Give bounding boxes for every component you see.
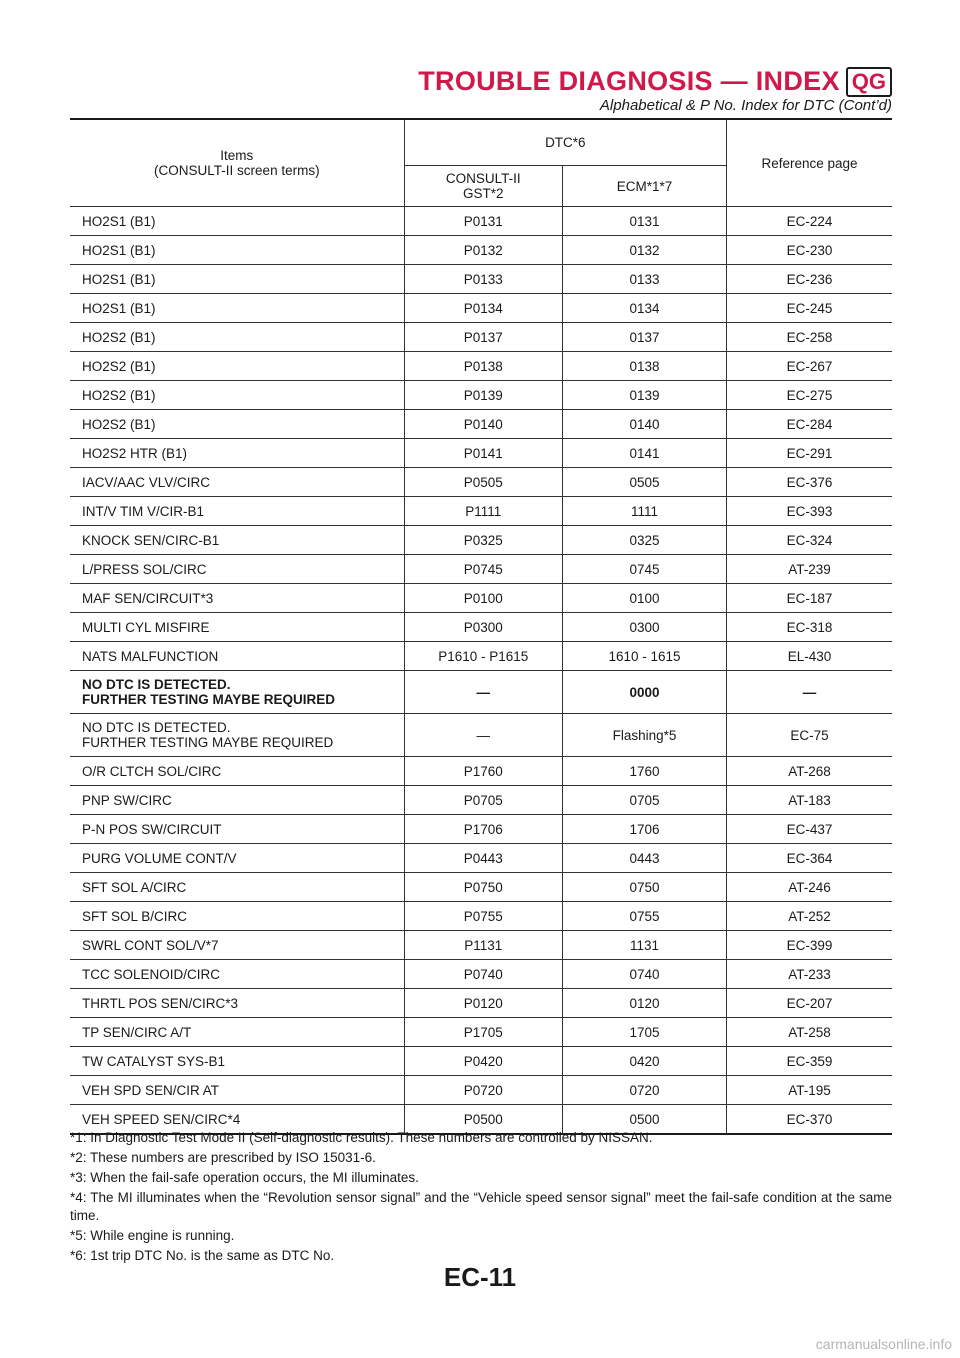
cell-consult-gst: P0131 [404,207,562,236]
table-row [70,671,892,714]
cell-ecm: 0100 [562,584,726,613]
cell-ecm: 0500 [562,1105,726,1134]
cell-item: TP SEN/CIRC A/T [70,1018,404,1047]
cell-reference-page: AT-183 [727,786,892,815]
cell-ecm: 0325 [562,526,726,555]
cell-consult-gst: P1760 [404,757,562,786]
table-row [70,931,892,960]
cell-ecm: 1705 [562,1018,726,1047]
cell-consult-gst: — [404,671,562,714]
cell-consult-gst: — [404,714,562,757]
cell-ecm: 0132 [562,236,726,265]
table-row [70,1018,892,1047]
cell-reference-page: EC-324 [727,526,892,555]
table-row [70,468,892,497]
cell-ecm: 0141 [562,439,726,468]
table-row [70,1047,892,1076]
cell-consult-gst: P0141 [404,439,562,468]
cell-consult-gst: P1705 [404,1018,562,1047]
cell-reference-page: AT-195 [727,1076,892,1105]
cell-ecm: 0720 [562,1076,726,1105]
cell-reference-page: EC-236 [727,265,892,294]
cell-ecm: 0137 [562,323,726,352]
cell-consult-gst: P0300 [404,613,562,642]
cell-consult-gst: P0138 [404,352,562,381]
table-row [70,902,892,931]
cell-consult-gst: P0325 [404,526,562,555]
cell-item: HO2S1 (B1) [70,236,404,265]
cell-consult-gst: P0137 [404,323,562,352]
footnote: *2: These numbers are prescribed by ISO 15031-6. [70,1150,376,1165]
table-row [70,584,892,613]
engine-badge: QG [846,67,892,97]
table-row [70,352,892,381]
cell-reference-page: EC-187 [727,584,892,613]
table-row [70,265,892,294]
table-row [70,1076,892,1105]
header-dtc: DTC*6 [404,120,726,166]
cell-item: SFT SOL B/CIRC [70,902,404,931]
cell-item: MAF SEN/CIRCUIT*3 [70,584,404,613]
cell-item: O/R CLTCH SOL/CIRC [70,757,404,786]
cell-item: NO DTC IS DETECTED. FURTHER TESTING MAYBE REQUIRED [70,671,404,714]
table-row [70,439,892,468]
cell-ecm: 0134 [562,294,726,323]
cell-ecm: 0120 [562,989,726,1018]
cell-item: PNP SW/CIRC [70,786,404,815]
table-body [70,207,892,1134]
cell-item: VEH SPD SEN/CIR AT [70,1076,404,1105]
header-title-row [418,66,892,97]
table-header-row [70,120,892,166]
cell-consult-gst: P0443 [404,844,562,873]
table-row [70,960,892,989]
cell-ecm: 0140 [562,410,726,439]
cell-consult-gst: P0120 [404,989,562,1018]
cell-item: L/PRESS SOL/CIRC [70,555,404,584]
cell-consult-gst: P0720 [404,1076,562,1105]
cell-ecm: 0745 [562,555,726,584]
cell-item: VEH SPEED SEN/CIRC*4 [70,1105,404,1134]
table-row [70,714,892,757]
cell-ecm: 0755 [562,902,726,931]
cell-reference-page: AT-252 [727,902,892,931]
cell-consult-gst: P0139 [404,381,562,410]
cell-ecm: 0505 [562,468,726,497]
header-ecm: ECM*1*7 [562,166,726,207]
cell-ecm: 0138 [562,352,726,381]
footnote: *1: In Diagnostic Test Mode II (Self-diagnostic results). These numbers are controlled by NISSAN. [70,1130,653,1145]
cell-consult-gst: P1131 [404,931,562,960]
cell-reference-page: AT-239 [727,555,892,584]
cell-ecm: 1610 - 1615 [562,642,726,671]
cell-reference-page: AT-233 [727,960,892,989]
cell-ecm: Flashing*5 [562,714,726,757]
cell-ecm: 0705 [562,786,726,815]
table-row [70,786,892,815]
cell-item: PURG VOLUME CONT/V [70,844,404,873]
cell-ecm: 0139 [562,381,726,410]
header-reference-page: Reference page [727,120,892,207]
cell-consult-gst: P0505 [404,468,562,497]
cell-item: MULTI CYL MISFIRE [70,613,404,642]
cell-item: THRTL POS SEN/CIRC*3 [70,989,404,1018]
cell-item: TW CATALYST SYS-B1 [70,1047,404,1076]
table-row [70,555,892,584]
cell-consult-gst: P0755 [404,902,562,931]
table-row [70,873,892,902]
footnote: *5: While engine is running. [70,1228,235,1243]
footnotes [70,1129,892,1267]
cell-consult-gst: P0100 [404,584,562,613]
cell-consult-gst: P0420 [404,1047,562,1076]
cell-reference-page: EC-318 [727,613,892,642]
footnote: *6: 1st trip DTC No. is the same as DTC No. [70,1248,335,1263]
cell-reference-page: EC-291 [727,439,892,468]
cell-reference-page: EC-207 [727,989,892,1018]
cell-item: HO2S2 (B1) [70,323,404,352]
cell-item: HO2S1 (B1) [70,294,404,323]
cell-reference-page: EC-275 [727,381,892,410]
header-consult-gst: CONSULT-II GST*2 [404,166,562,207]
table-row [70,642,892,671]
cell-reference-page: EC-245 [727,294,892,323]
cell-ecm: 0740 [562,960,726,989]
table-row [70,526,892,555]
cell-consult-gst: P0133 [404,265,562,294]
table-row [70,613,892,642]
footnote: *4: The MI illuminates when the “Revolution sensor signal” and the “Vehicle speed sensor signal” meet the fail-safe condition at the same time. [70,1190,892,1223]
cell-ecm: 0133 [562,265,726,294]
cell-consult-gst: P0132 [404,236,562,265]
cell-reference-page: EC-376 [727,468,892,497]
cell-consult-gst: P0745 [404,555,562,584]
cell-consult-gst: P0750 [404,873,562,902]
cell-consult-gst: P1610 - P1615 [404,642,562,671]
table-row [70,236,892,265]
table-row [70,207,892,236]
watermark: carmanualsonline.info [815,1336,952,1352]
cell-item: HO2S2 (B1) [70,410,404,439]
table-row [70,497,892,526]
cell-reference-page: EC-267 [727,352,892,381]
cell-reference-page: EC-75 [727,714,892,757]
cell-consult-gst: P0500 [404,1105,562,1134]
cell-item: TCC SOLENOID/CIRC [70,960,404,989]
cell-item: KNOCK SEN/CIRC-B1 [70,526,404,555]
cell-reference-page: EC-359 [727,1047,892,1076]
cell-ecm: 1706 [562,815,726,844]
cell-consult-gst: P1111 [404,497,562,526]
header-items: Items (CONSULT-II screen terms) [70,120,404,207]
table-row [70,410,892,439]
cell-reference-page: AT-268 [727,757,892,786]
cell-ecm: 0420 [562,1047,726,1076]
cell-reference-page: EC-284 [727,410,892,439]
cell-reference-page: EC-224 [727,207,892,236]
cell-item: HO2S1 (B1) [70,207,404,236]
cell-item: SFT SOL A/CIRC [70,873,404,902]
table-row [70,294,892,323]
table-row [70,815,892,844]
cell-item: SWRL CONT SOL/V*7 [70,931,404,960]
cell-reference-page: EC-399 [727,931,892,960]
cell-reference-page: EC-370 [727,1105,892,1134]
dtc-index-table [70,120,892,1134]
cell-ecm: 0000 [562,671,726,714]
table-row [70,323,892,352]
cell-consult-gst: P1706 [404,815,562,844]
footnote: *3: When the fail-safe operation occurs, the MI illuminates. [70,1170,419,1185]
cell-ecm: 0131 [562,207,726,236]
cell-reference-page: EC-364 [727,844,892,873]
cell-reference-page: — [727,671,892,714]
page-number: EC-11 [443,1262,517,1292]
cell-reference-page: EC-437 [727,815,892,844]
cell-ecm: 1760 [562,757,726,786]
cell-consult-gst: P0134 [404,294,562,323]
table-row [70,989,892,1018]
cell-consult-gst: P0705 [404,786,562,815]
page-title: TROUBLE DIAGNOSIS — INDEX [418,66,840,96]
cell-item: NO DTC IS DETECTED. FURTHER TESTING MAYBE REQUIRED [70,714,404,757]
cell-reference-page: EC-230 [727,236,892,265]
cell-ecm: 0750 [562,873,726,902]
page-header [418,66,892,114]
cell-reference-page: EC-393 [727,497,892,526]
cell-reference-page: AT-258 [727,1018,892,1047]
cell-item: HO2S1 (B1) [70,265,404,294]
table-row [70,381,892,410]
cell-item: INT/V TIM V/CIR-B1 [70,497,404,526]
cell-ecm: 1131 [562,931,726,960]
cell-item: NATS MALFUNCTION [70,642,404,671]
cell-ecm: 0443 [562,844,726,873]
cell-reference-page: EL-430 [727,642,892,671]
cell-reference-page: AT-246 [727,873,892,902]
cell-ecm: 1111 [562,497,726,526]
cell-item: IACV/AAC VLV/CIRC [70,468,404,497]
page-subtitle: Alphabetical & P No. Index for DTC (Cont’d) [599,97,892,114]
cell-item: HO2S2 HTR (B1) [70,439,404,468]
cell-reference-page: EC-258 [727,323,892,352]
cell-ecm: 0300 [562,613,726,642]
cell-item: HO2S2 (B1) [70,352,404,381]
cell-item: HO2S2 (B1) [70,381,404,410]
cell-item: P-N POS SW/CIRCUIT [70,815,404,844]
table-row [70,757,892,786]
table-row [70,844,892,873]
cell-consult-gst: P0740 [404,960,562,989]
cell-consult-gst: P0140 [404,410,562,439]
